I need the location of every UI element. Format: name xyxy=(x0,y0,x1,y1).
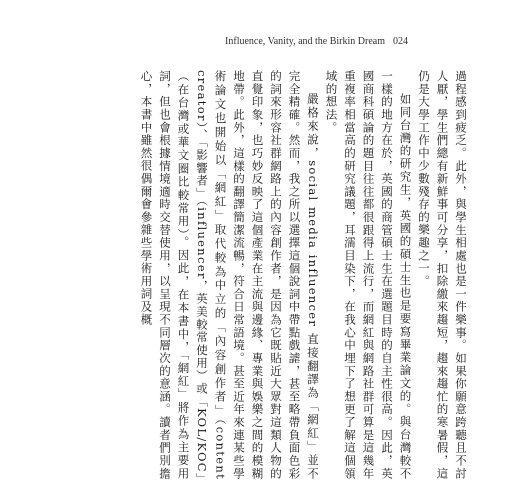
running-title: Influence, Vanity, and the Birkin Dream xyxy=(225,36,385,47)
paragraph: 嚴格來說，social media influencer 直接翻譯為「網紅」並不完全精確。然而，我之所以選擇這個說詞中帶點戲謔，甚至略帶負面色彩的詞來形容社群網路上的內容創作者，是因為它既貼近大眾對這類人物的直覺印象，也巧妙反映了這個產業在主流與邊緣、專業與娛樂之間的模糊地帶。此外，這樣的翻譯簡潔流暢，符合日常語境。甚至近年來連某些學術論文也開始以「網紅」取代較為中立的「內容創作者」（content creator）、「影響者」（influencer，英美較常使用）或「KOL/KOC」（在台灣或華文圈比較常用）。因此，在本書中，「網紅」將作為主要用詞，但也會根據情境適時交替使用，以呈現不同層次的意涵。讀者們別擔心，本書中雖然很偶爾會參雜些學術用詞及概 xyxy=(139,70,320,480)
page-number: 024 xyxy=(393,36,408,47)
paragraph: 過程感到疲乏。此外，與學生相處也是一件樂事。如果你願意跨聽且不討人厭，學生們總有新鮮事可分享，扣除繳來趨短，趨來趨忙的寒暑假，這仍是大學工作中少數殘存的樂趣之一。 xyxy=(417,70,468,480)
paragraph: 如同台灣的研究生，英國的碩士生也是要寫畢業論文的。與台灣較不一樣的地方在於，英國的商管碩士生在選題目時的自主性很高。因此，英國商科碩論的題目往往都很跟得上流行，而網紅與網路社群可算是這幾年重複率相當高的研究議題，耳濡目染下，在我心中埋下了想更了解這個領域的想法。 xyxy=(324,70,413,480)
body-text xyxy=(50,70,470,480)
running-head xyxy=(225,36,408,47)
